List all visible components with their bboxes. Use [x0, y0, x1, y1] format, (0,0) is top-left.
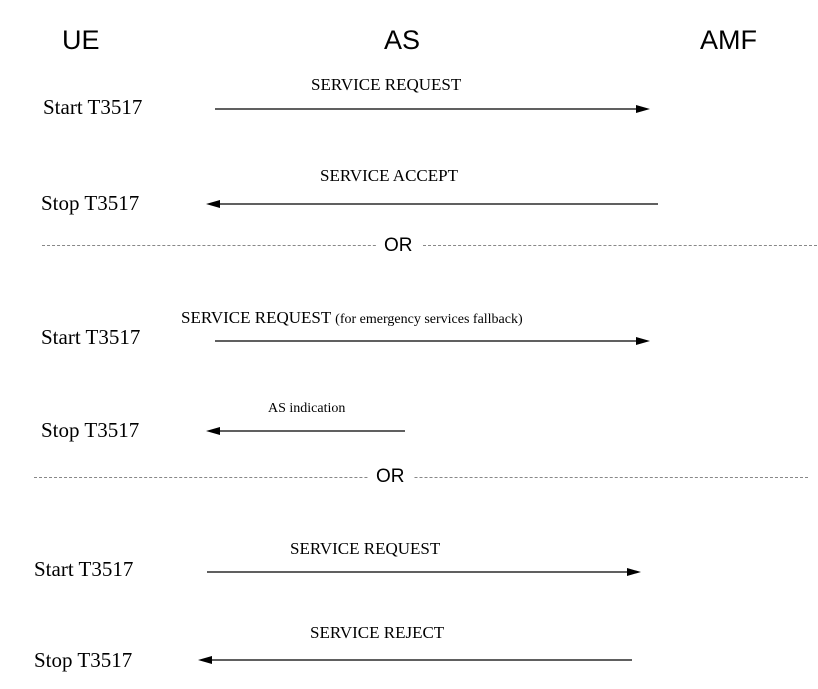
separator-or-2: OR — [368, 467, 413, 486]
header-as: AS — [384, 25, 421, 55]
arrow-scenario3-request — [207, 568, 641, 576]
scenario3-request-label: SERVICE REQUEST — [290, 539, 441, 558]
scenario3-stop-label: Stop T3517 — [34, 648, 133, 672]
scenario1-accept-label: SERVICE ACCEPT — [320, 166, 458, 185]
arrow-scenario1-accept — [206, 200, 658, 208]
scenario3-start-label: Start T3517 — [34, 557, 134, 581]
scenario3-reject-label: SERVICE REJECT — [310, 623, 445, 642]
scenario1-start-label: Start T3517 — [43, 95, 143, 119]
arrow-scenario2-as-indication — [206, 427, 405, 435]
scenario2-as-indication-label: AS indication — [268, 401, 346, 416]
scenario2-start-label: Start T3517 — [41, 325, 141, 349]
scenario1-request-label: SERVICE REQUEST — [311, 75, 462, 94]
scenario1-stop-label: Stop T3517 — [41, 191, 140, 215]
arrow-scenario3-reject — [198, 656, 632, 664]
scenario2-request-note: (for emergency services fallback) — [335, 312, 523, 327]
header-ue: UE — [62, 25, 100, 55]
arrow-scenario2-request — [215, 337, 650, 345]
header-amf: AMF — [700, 25, 757, 55]
scenario2-request-text: SERVICE REQUEST — [181, 308, 331, 327]
arrow-scenario1-request — [215, 105, 650, 113]
scenario2-stop-label: Stop T3517 — [41, 418, 140, 442]
separator-or-1: OR — [376, 236, 421, 255]
